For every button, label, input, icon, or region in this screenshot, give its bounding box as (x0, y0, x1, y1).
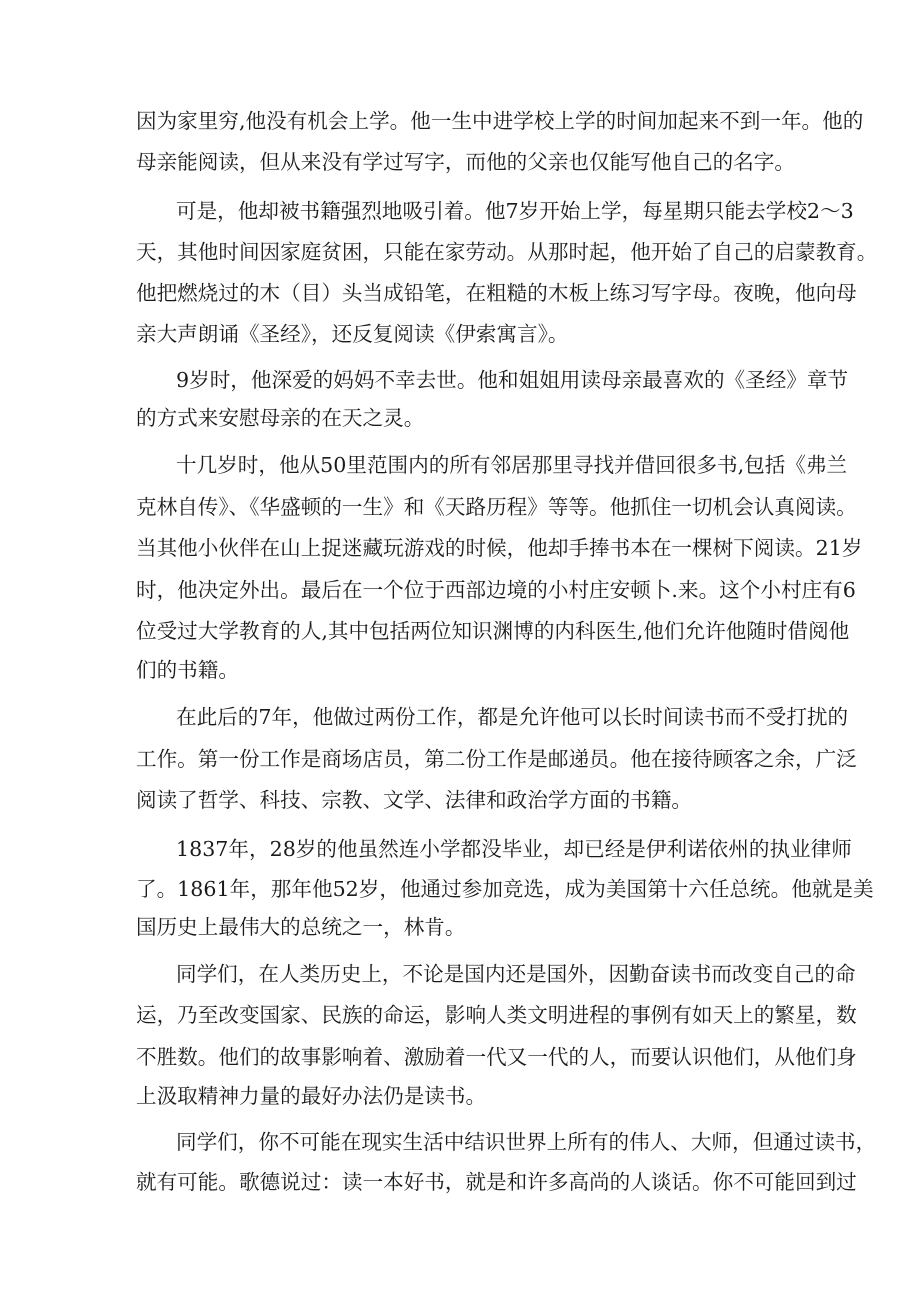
text-line: 同学们，你不可能在现实生活中结识世界上所有的伟人、大师，但通过读书， (176, 1130, 877, 1154)
text-line: 1837年，28岁的他虽然连小学都没毕业，却已经是伊利诺依州的执业律师 (176, 837, 852, 861)
text-line: 同学们，在人类历史上，不论是国内还是国外，因勤奋读书而改变自己的命 (176, 962, 856, 986)
text-line: 不胜数。他们的故事影响着、激励着一代又一代的人，而要认识他们，从他们身 (136, 1045, 857, 1069)
text-line: 运，乃至改变国家、民族的命运，影响人类文明进程的事例有如天上的繁星，数 (136, 1003, 857, 1027)
text-line: 十几岁时，他从50里范围内的所有邻居那里寻找并借回很多书,包括《弗兰 (176, 453, 848, 477)
text-line: 9岁时，他深爱的妈妈不幸去世。他和姐姐用读母亲最喜欢的《圣经》章节 (176, 368, 849, 392)
text-line: 亲大声朗诵《圣经》，还反复阅读《伊索寓言》。 (136, 322, 569, 346)
text-line: 了。1861年，那年他52岁，他通过参加竞选，成为美国第十六任总统。他就是美 (136, 877, 874, 901)
text-line: 克林自传》、《华盛顿的一生》和《天路历程》等等。他抓住一切机会认真阅读。 (136, 495, 857, 519)
text-line: 天，其他时间因家庭贫困，只能在家劳动。从那时起，他开始了自己的启蒙教育。 (136, 240, 878, 264)
text-line: 当其他小伙伴在山上捉迷藏玩游戏的时候，他却手捧书本在一棵树下阅读。21岁 (136, 536, 863, 560)
text-line: 的方式来安慰母亲的在天之灵。 (136, 406, 425, 430)
text-line: 国历史上最伟大的总统之一，林肯。 (136, 915, 466, 939)
text-line: 上汲取精神力量的最好办法仍是读书。 (136, 1084, 487, 1108)
text-line: 阅读了哲学、科技、宗教、文学、法律和政治学方面的书籍。 (136, 788, 693, 812)
text-line: 他把燃烧过的木（目）头当成铅笔，在粗糙的木板上练习写字母。夜晚，他向母 (136, 281, 857, 305)
text-line: 位受过大学教育的人,其中包括两位知识渊博的内科医生,他们允许他随时借阅他 (136, 619, 850, 643)
text-line: 母亲能阅读，但从来没有学过写字，而他的父亲也仅能写他自己的名字。 (136, 150, 795, 174)
text-line: 工作。第一份工作是商场店员，第二份工作是邮递员。他在接待顾客之余，广泛 (136, 747, 857, 771)
text-line: 因为家里穷,他没有机会上学。他一生中进学校上学的时间加起来不到一年。他的 (136, 109, 864, 133)
text-line: 就有可能。歌德说过：读一本好书，就是和许多高尚的人谈话。你不可能回到过 (136, 1170, 857, 1194)
text-line: 在此后的7年，他做过两份工作，都是允许他可以长时间读书而不受打扰的 (176, 705, 849, 729)
text-line: 可是，他却被书籍强烈地吸引着。他7岁开始上学，每星期只能去学校2～3 (176, 199, 854, 223)
text-line: 们的书籍。 (136, 658, 239, 682)
text-line: 时，他决定外出。最后在一个位于西部边境的小村庄安顿卜.来。这个小村庄有6 (136, 578, 856, 602)
